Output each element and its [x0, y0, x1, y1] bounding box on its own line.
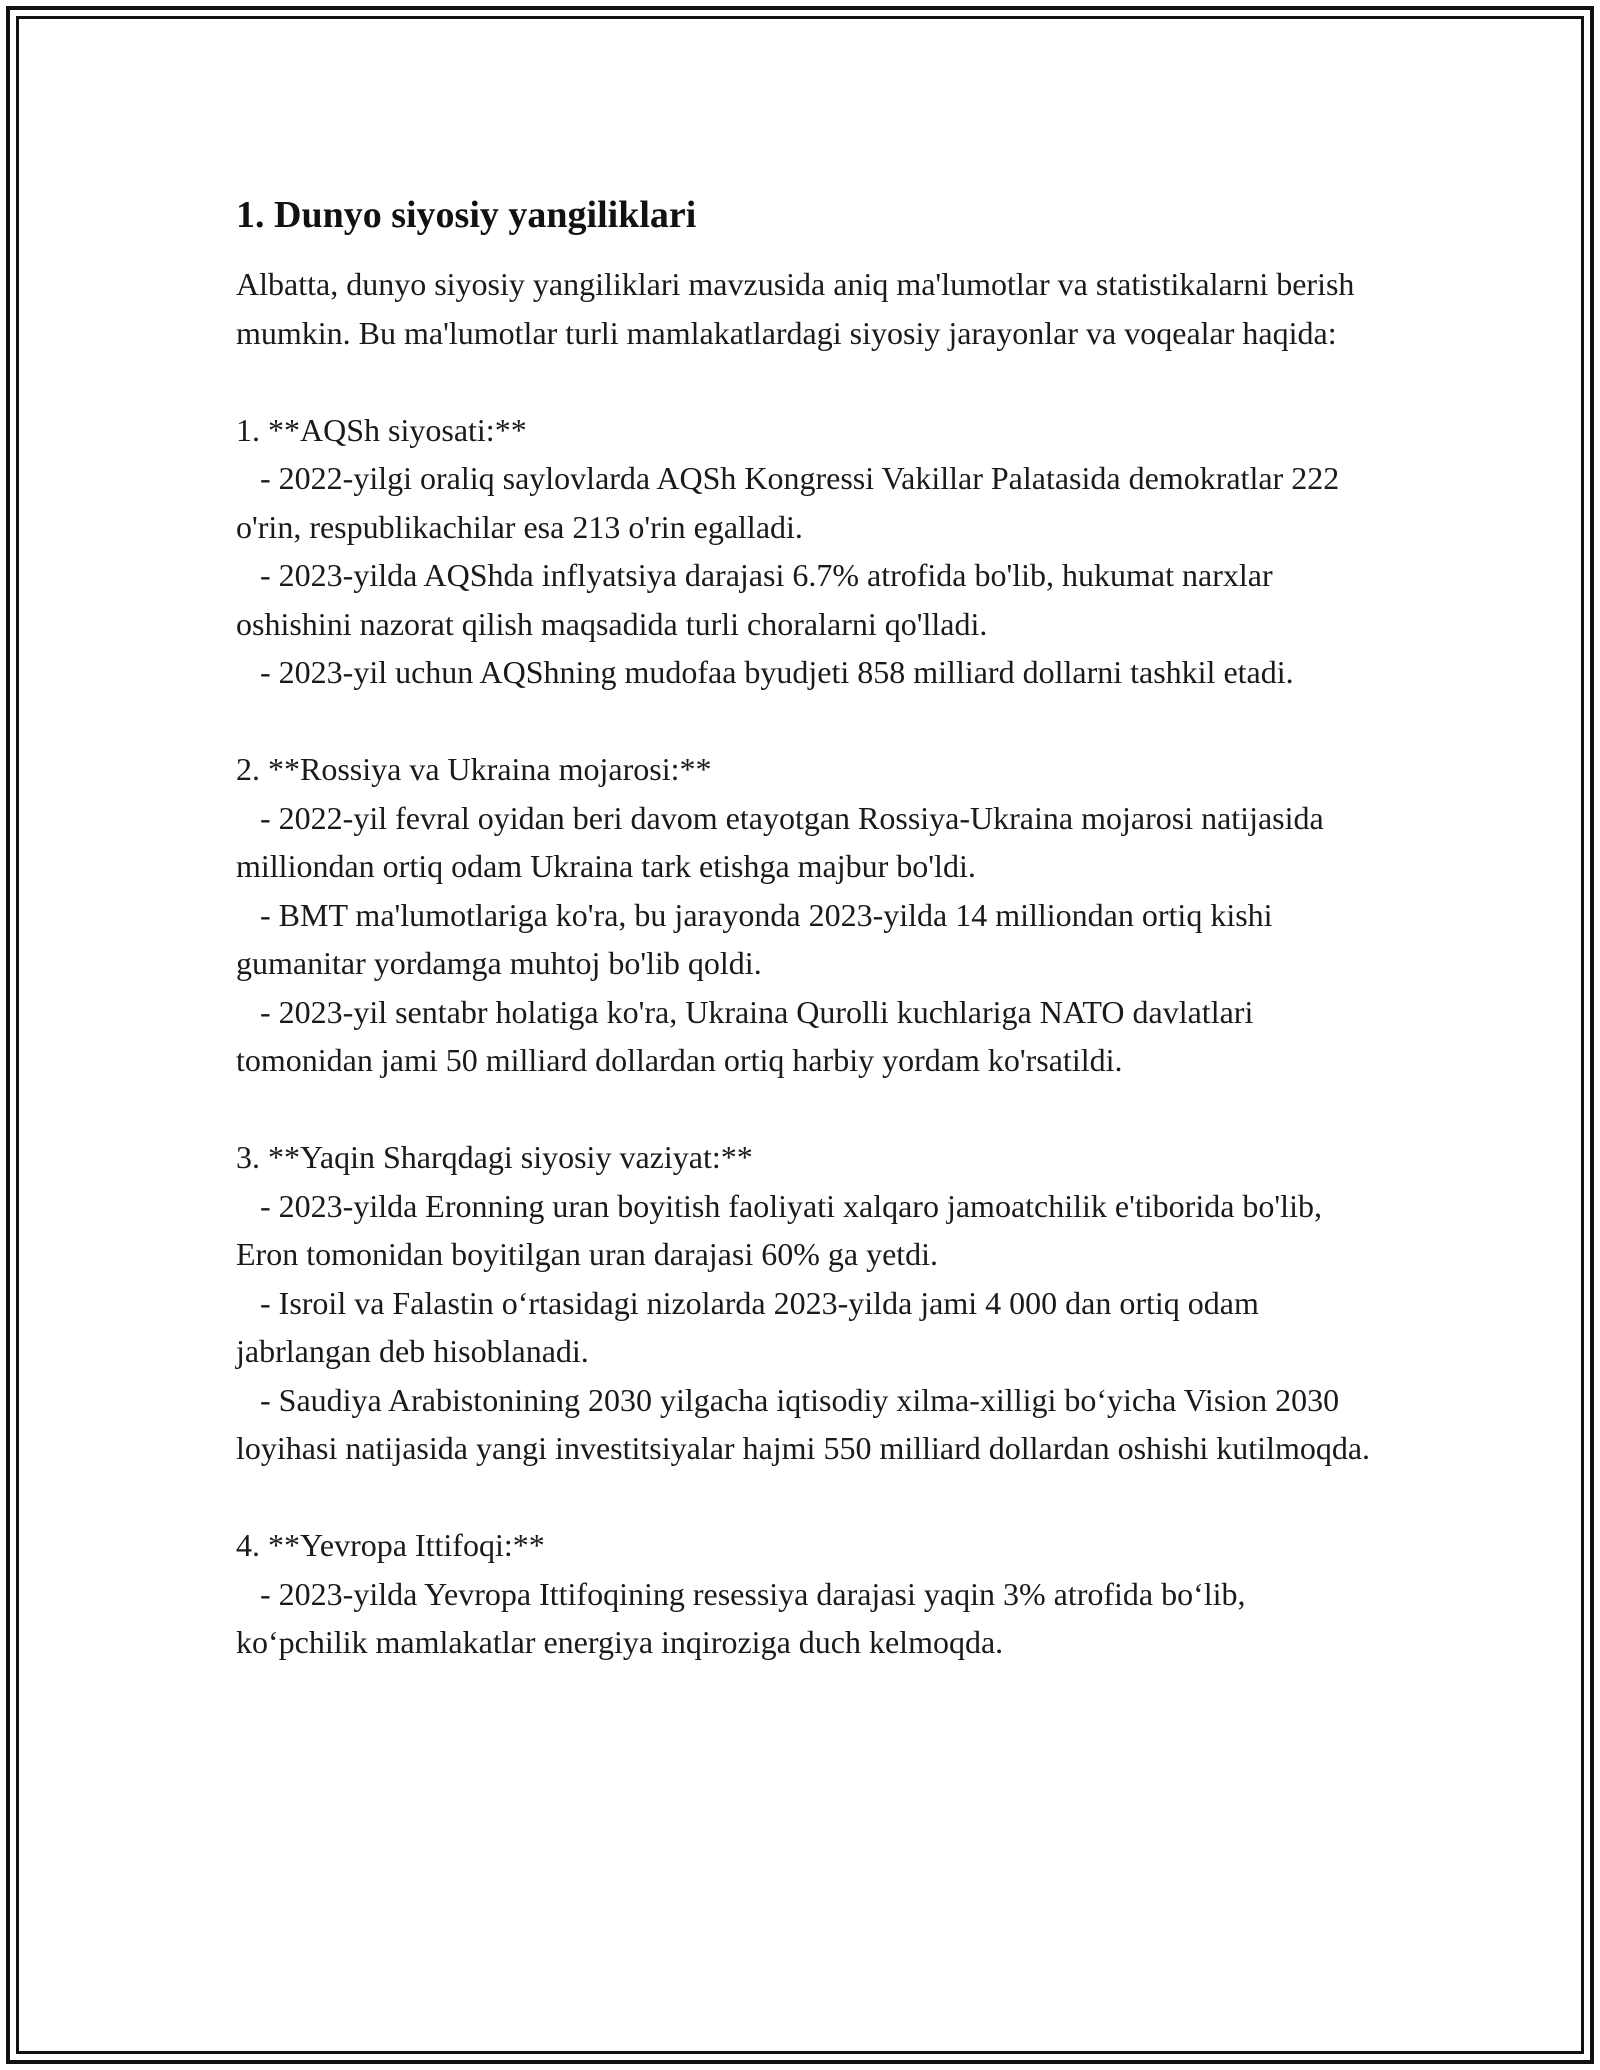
list-item: - 2023-yilda Yevropa Ittifoqining resessiya darajasi yaqin 3% atrofida bo‘lib, ko‘pchilik mamlakatlar energiya inqiroziga duch kelmoqda. — [236, 1575, 1254, 1660]
intro-paragraph: Albatta, dunyo siyosiy yangiliklari mavzusida aniq ma'lumotlar va statistikalarni berish mumkin. Bu ma'lumotlar turli mamlakatlardagi siyosiy jarayonlar va voqealar haqida: — [236, 266, 1363, 351]
document-body — [236, 190, 1376, 1667]
list-item: - 2022-yilgi oraliq saylovlarda AQSh Kongressi Vakillar Palatasida demokratlar 222 o'rin, respublikachilar esa 213 o'rin egalladi. — [236, 460, 1348, 545]
section-european-union — [236, 1521, 1376, 1667]
spacer — [236, 357, 1376, 406]
list-item: - 2023-yilda Eronning uran boyitish faoliyati xalqaro jamoatchilik e'tiborida bo'lib, Eron tomonidan boyitilgan uran darajasi 60% ga yetdi. — [236, 1187, 1330, 1272]
list-item: - 2023-yilda AQShda inflyatsiya darajasi 6.7% atrofida bo'lib, hukumat narxlar oshishini nazorat qilish maqsadida turli choralarni qo'lladi. — [236, 557, 1281, 642]
document-title: 1. Dunyo siyosiy yangiliklari — [236, 194, 697, 236]
section-heading: 1. **AQSh siyosati:** — [236, 411, 527, 448]
section-russia-ukraine — [236, 745, 1376, 1085]
section-heading: 4. **Yevropa Ittifoqi:** — [236, 1527, 545, 1563]
list-item: - 2023-yil uchun AQShning mudofaa byudjeti 858 milliard dollarni tashkil etadi. — [236, 654, 1294, 690]
spacer — [236, 1085, 1376, 1134]
section-heading: 2. **Rossiya va Ukraina mojarosi:** — [236, 751, 712, 787]
list-item: - BMT ma'lumotlariga ko'ra, bu jarayonda 2023-yilda 14 milliondan ortiq kishi gumanitar yordamga muhtoj bo'lib qoldi. — [236, 896, 1281, 981]
list-item: - 2022-yil fevral oyidan beri davom etayotgan Rossiya-Ukraina mojarosi natijasida milliondan ortiq odam Ukraina tark etishga majbur bo'ldi. — [236, 799, 1332, 884]
section-heading: 3. **Yaqin Sharqdagi siyosiy vaziyat:** — [236, 1139, 753, 1175]
list-item: - 2023-yil sentabr holatiga ko'ra, Ukraina Qurolli kuchlariga NATO davlatlari tomonidan jami 50 milliard dollardan ortiq harbiy yordam ko'rsatildi. — [236, 993, 1262, 1078]
list-item: - Saudiya Arabistonining 2030 yilgacha iqtisodiy xilma-xilligi bo‘yicha Vision 2030 loyihasi natijasida yangi investitsiyalar hajmi 550 milliard dollardan oshishi kutilmoqda. — [236, 1381, 1371, 1466]
section-middle-east — [236, 1133, 1376, 1473]
list-item: - Isroil va Falastin o‘rtasidagi nizolarda 2023-yilda jami 4 000 dan ortiq odam jabrlangan deb hisoblanadi. — [236, 1284, 1267, 1369]
spacer — [236, 697, 1376, 746]
spacer — [236, 1473, 1376, 1522]
section-us-politics — [236, 406, 1376, 697]
